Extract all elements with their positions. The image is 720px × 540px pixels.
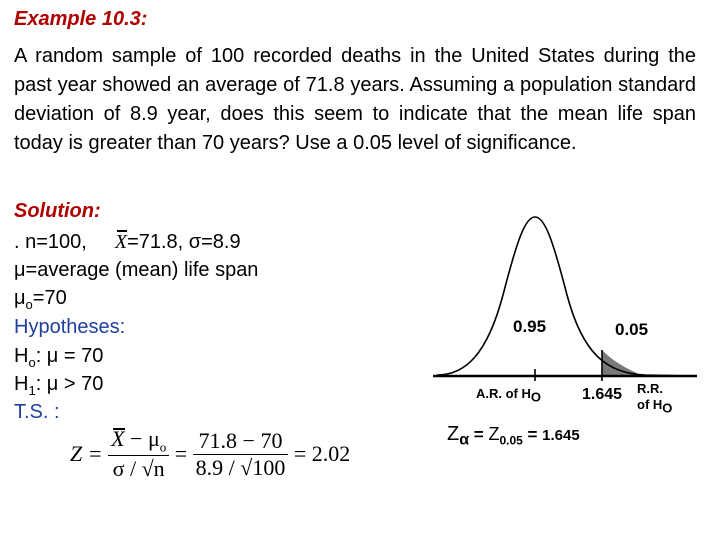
mu0-value: =70 bbox=[32, 287, 67, 309]
given-rest: =71.8, σ=8.9 bbox=[127, 231, 241, 253]
h0-letter: H bbox=[14, 345, 29, 367]
formula-den2: 8.9 / √100 bbox=[193, 454, 289, 481]
rejection-region-shade bbox=[602, 350, 637, 376]
rejection-region-label: R.R. of $H_O$ bbox=[637, 381, 673, 416]
critical-z-equation: $Z_\alpha = Z_{0.05} = 1.645$ bbox=[447, 423, 580, 449]
mu-symbol: μ bbox=[14, 287, 26, 309]
formula-fraction-1: $\frac{X - \mu_o}{\sigma / √n}$ bbox=[108, 426, 169, 482]
formula-lhs: Z = bbox=[70, 441, 103, 467]
z-formula bbox=[70, 426, 420, 496]
test-statistic-label: T.S. : bbox=[14, 401, 60, 423]
mu0-subscript: o bbox=[25, 297, 33, 312]
formula-den1: σ / √n bbox=[108, 455, 169, 482]
bell-curve bbox=[437, 217, 695, 376]
h0-subscript: o bbox=[28, 355, 36, 370]
given-line bbox=[14, 228, 241, 256]
h0-statement: : μ = 70 bbox=[35, 345, 104, 367]
example-title: Example 10.3: bbox=[14, 8, 148, 30]
area-label-left: 0.95 bbox=[513, 317, 547, 336]
h1-statement: : μ > 70 bbox=[35, 373, 104, 395]
h1-subscript: 1 bbox=[28, 383, 36, 398]
area-label-right: 0.05 bbox=[615, 320, 649, 339]
solution-title: Solution: bbox=[14, 200, 101, 222]
formula-num2: 71.8 − 70 bbox=[198, 427, 283, 453]
acceptance-region-label: A.R. of $H_O$ bbox=[476, 386, 542, 405]
sample-mean-symbol: X bbox=[115, 228, 127, 256]
formula-fraction-2 bbox=[193, 428, 289, 481]
given-n: . n=100, bbox=[14, 231, 87, 253]
problem-text: A random sample of 100 recorded deaths in the United States during the past year showed an average of 71.8 years. Assuming a population standard deviation of 8.9 year, does this seem to indicate that the mean life span today is greater than 70 years? Use a 0.05 level of significance. bbox=[14, 45, 696, 154]
h1-letter: H bbox=[14, 373, 29, 395]
formula-result: = 2.02 bbox=[293, 441, 351, 467]
formula-num1: − μ bbox=[124, 426, 160, 451]
hypotheses-label: Hypotheses: bbox=[14, 316, 126, 338]
critical-value-label: 1.645 bbox=[582, 386, 623, 403]
formula-eq2: = bbox=[174, 441, 188, 467]
formula-num1-sub: o bbox=[159, 439, 167, 455]
mu-definition: μ=average (mean) life span bbox=[14, 259, 259, 281]
